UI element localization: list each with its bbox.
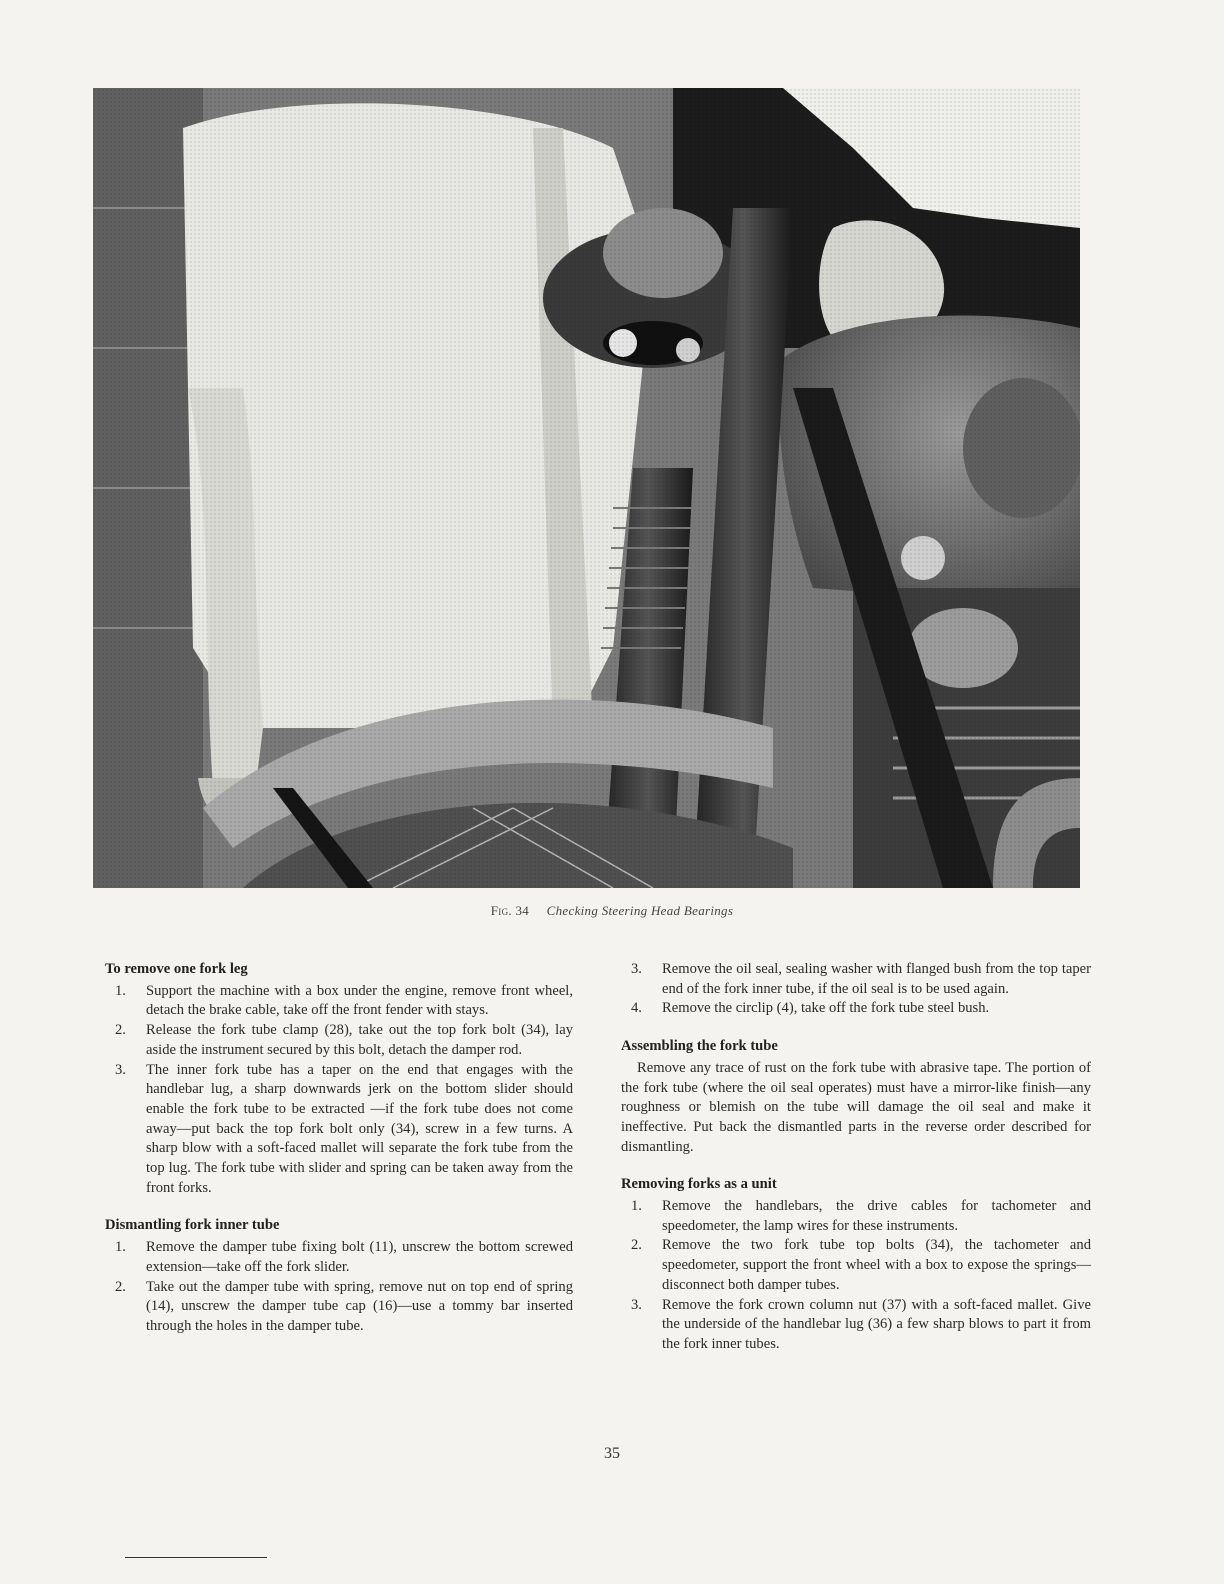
figure-label: Fig. 34: [490, 903, 530, 918]
item-text: Remove the fork crown column nut (37) with a soft-faced mallet. Give the underside of the handlebar lug (36) a few sharp blows to part it from the fork inner tubes.: [662, 1296, 1091, 1352]
list-item: [621, 960, 1091, 999]
section-dismantling-inner-tube: [105, 1216, 573, 1336]
section-heading: To remove one fork leg: [105, 961, 248, 977]
body-paragraph: Remove any trace of rust on the fork tube with abrasive tape. The portion of the fork tube (where the oil seal operates) must have a mirror-like finish—any roughness or blemish on the tube will damage the oil seal and make it ineffective. Put back the dismantled parts in the reverse order described for dismantling.: [621, 1059, 1091, 1155]
step-list: [621, 960, 1091, 1019]
footer-rule: [125, 1557, 267, 1558]
item-number: 1.: [631, 1198, 642, 1215]
right-column: [621, 960, 1091, 1373]
step-list: [105, 982, 573, 1199]
item-text: Support the machine with a box under the engine, remove front wheel, detach the brake cable, take off the front fender with stays.: [146, 982, 573, 1019]
item-text: Remove the damper tube fixing bolt (11), unscrew the bottom screwed extension—take off the fork slider.: [146, 1239, 573, 1275]
item-number: 3.: [115, 1061, 126, 1078]
section-heading: Dismantling fork inner tube: [105, 1217, 280, 1234]
step-list: [105, 1238, 573, 1337]
item-text: Remove the handlebars, the drive cables for tachometer and speedometer, the lamp wires for these instruments.: [662, 1198, 1091, 1234]
item-number: 4.: [631, 1000, 642, 1017]
section-removing-forks-unit: [621, 1175, 1091, 1354]
section-heading: Removing forks as a unit: [621, 1176, 777, 1193]
photo-illustration: [93, 88, 1080, 888]
item-number: 1.: [115, 1239, 126, 1256]
item-number: 1.: [115, 982, 126, 999]
section-dismantling-continued: [621, 960, 1091, 1019]
list-item: [105, 982, 573, 1021]
page-number: 35: [604, 1445, 620, 1462]
step-list: [621, 1197, 1091, 1355]
item-number: 3.: [631, 1296, 642, 1313]
item-text: Release the fork tube clamp (28), take out the top fork bolt (34), lay aside the instrument secured by this bolt, detach the damper rod.: [146, 1022, 573, 1058]
list-item: [105, 1021, 573, 1060]
section-assembling-fork-tube: [621, 1037, 1091, 1157]
left-column: [105, 960, 573, 1355]
item-number: 3.: [631, 961, 642, 977]
list-item: [105, 1278, 573, 1337]
figure-photo: [93, 88, 1080, 888]
figure-caption: [0, 903, 1224, 919]
list-item: [105, 1238, 573, 1277]
item-text: Remove the circlip (4), take off the fork tube steel bush.: [662, 1000, 990, 1017]
item-text: The inner fork tube has a taper on the end that engages with the handlebar lug, a sharp downwards jerk on the bottom slider should enable the fork tube to be extracted —if the fork tube does not come away—put back the top fork bolt only (34), screw in a few turns. A sharp blow with a soft-faced mallet will separate the fork tube from the top lug. The fork tube with slider and spring can be taken away from the front forks.: [146, 1061, 573, 1196]
item-text: Remove the oil seal, sealing washer with flanged bush from the top taper end of the fork inner tube, if the oil seal is to be used again.: [662, 961, 1091, 997]
list-item: [621, 1236, 1091, 1295]
figure-title: Checking Steering Head Bearings: [546, 903, 734, 918]
section-remove-fork-leg: [105, 960, 573, 1198]
item-number: 2.: [115, 1278, 126, 1295]
list-item: [621, 999, 1091, 1019]
item-text: Take out the damper tube with spring, remove nut on top end of spring (14), unscrew the damper tube cap (16)—use a tommy bar inserted through the holes in the damper tube.: [146, 1278, 573, 1334]
list-item: [621, 1296, 1091, 1355]
section-heading: Assembling the fork tube: [621, 1038, 778, 1055]
list-item: [105, 1061, 573, 1199]
item-number: 2.: [631, 1237, 642, 1254]
list-item: [621, 1197, 1091, 1236]
item-text: Remove the two fork tube top bolts (34), the tachometer and speedometer, support the front wheel with a box to expose the springs—disconnect both damper tubes.: [662, 1237, 1091, 1293]
item-number: 2.: [115, 1022, 126, 1039]
